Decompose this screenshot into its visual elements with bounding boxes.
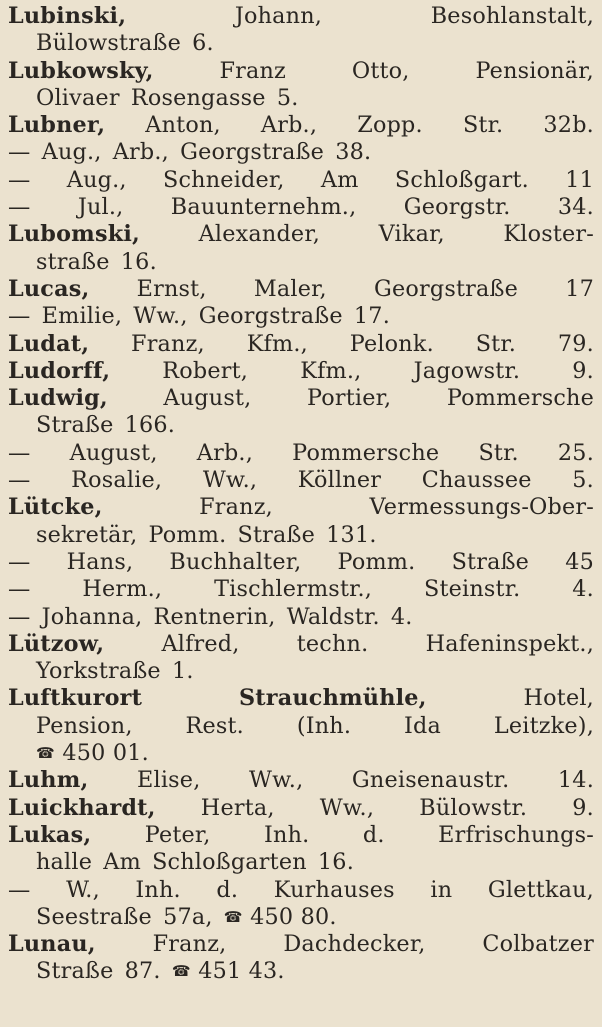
entry-word: Ww., (249, 767, 304, 794)
entry-word: Pommersche (446, 385, 594, 412)
directory-line (8, 194, 594, 221)
directory-line (8, 767, 594, 794)
entry-word: Elise, (137, 767, 201, 794)
entry-word: — (8, 876, 31, 903)
entry-word: Arb., (260, 112, 318, 139)
entry-word: Waldstr. (286, 603, 380, 630)
telephone-icon: ☎ (171, 962, 191, 981)
telephone-icon: ☎ (223, 907, 243, 926)
telephone-icon: ☎ (36, 744, 55, 763)
entry-word: — (8, 548, 31, 575)
entry-word: Köllner (297, 467, 382, 494)
directory-line (8, 85, 594, 112)
entry-name: Luftkurort (8, 685, 143, 712)
entry-word: Arb., (196, 439, 253, 466)
entry-word: Pomm. (337, 548, 416, 575)
directory-line (8, 249, 594, 276)
entry-word: Aug., (41, 139, 102, 166)
directory-line (8, 795, 594, 822)
entry-word: Pelonk. (349, 330, 434, 357)
entry-word: Str. (478, 439, 519, 466)
entry-word: August, (163, 385, 252, 412)
entry-word: 17. (353, 303, 390, 330)
entry-word: Pommersche (292, 439, 440, 466)
entry-word: 450 01. (62, 740, 149, 767)
entry-word: 87. (124, 958, 161, 985)
entry-word: Leitzke), (493, 712, 594, 739)
entry-word: Ww., (202, 467, 258, 494)
entry-word: — (8, 139, 31, 166)
entry-word: sekretär, (36, 521, 138, 548)
entry-word: in (430, 876, 453, 903)
entry-word: Herm., (82, 576, 163, 603)
entry-word: 450 80. (250, 903, 337, 930)
entry-word: Georgstr. (403, 194, 511, 221)
entry-word: Hans, (66, 548, 134, 575)
entry-word: 57a, (163, 903, 213, 930)
entry-word: Ernst, (136, 275, 207, 302)
entry-word: Georgstraße (180, 139, 325, 166)
entry-name: Lubkowsky, (8, 57, 154, 84)
entry-word: halle (36, 849, 93, 876)
entry-word: Str. (462, 112, 504, 139)
entry-word: Buchhalter, (169, 548, 302, 575)
entry-word: — (8, 576, 31, 603)
entry-word: Jagowstr. (413, 357, 521, 384)
entry-word: Aug., (66, 166, 127, 193)
directory-line (8, 931, 594, 958)
entry-word: Franz, (152, 931, 227, 958)
entry-word: Am (320, 166, 359, 193)
entry-word: Vermessungs-Ober- (369, 494, 594, 521)
entry-word: Rosalie, (71, 467, 163, 494)
entry-word: 38. (335, 139, 372, 166)
entry-word: Otto, (351, 57, 410, 84)
entry-word: Str. (475, 330, 517, 357)
directory-line (8, 412, 594, 439)
entry-word: Emilie, (41, 303, 123, 330)
entry-word: August, (69, 439, 158, 466)
entry-word: techn. (296, 630, 369, 657)
entry-word: 14. (557, 767, 594, 794)
entry-word: Glettkau, (487, 876, 594, 903)
directory-line (8, 440, 594, 467)
entry-word: Gneisenaustr. (351, 767, 510, 794)
entry-word: 4. (572, 576, 594, 603)
entry-word: Straße (36, 958, 114, 985)
directory-line (8, 331, 594, 358)
entry-name: Lucas, (8, 275, 90, 302)
entry-word: 166. (124, 412, 176, 439)
directory-line (8, 549, 594, 576)
entry-name: Lützow, (8, 630, 105, 657)
directory-line (8, 494, 594, 521)
entry-word: Franz, (131, 330, 205, 357)
directory-line (8, 604, 594, 631)
entry-name: Lütcke, (8, 494, 103, 521)
entry-word: Olivaer (36, 84, 120, 111)
entry-word: 45 (565, 548, 594, 575)
entry-word: Kfm., (246, 330, 308, 357)
entry-word: Pomm. (148, 521, 227, 548)
entry-word: Seestraße (36, 903, 152, 930)
entry-word: Schneider, (163, 166, 285, 193)
entry-word: Rest. (185, 712, 244, 739)
directory-line (8, 221, 594, 248)
entry-word: 34. (557, 194, 594, 221)
entry-word: 16. (120, 248, 157, 275)
entry-word: Tischlermstr., (214, 576, 373, 603)
entry-word: Ww., (133, 303, 188, 330)
entry-word: 9. (572, 794, 594, 821)
entry-word: Ida (404, 712, 441, 739)
entry-word: 1. (171, 658, 194, 685)
entry-word: Schloßgarten (152, 849, 307, 876)
directory-line (8, 713, 594, 740)
directory-line (8, 658, 594, 685)
entry-word: Peter, (144, 821, 211, 848)
entry-word: Bülowstraße (36, 30, 182, 57)
entry-word: — (8, 194, 31, 221)
directory-line (8, 958, 594, 985)
entry-word: 17 (565, 275, 594, 302)
entry-word: Franz (219, 57, 286, 84)
directory-line (8, 3, 594, 30)
directory-line (8, 904, 594, 931)
entry-word: 5. (572, 467, 594, 494)
entry-word: Herta, (200, 794, 275, 821)
entry-word: Pension, (36, 712, 133, 739)
entry-word: Bauunternehm., (170, 194, 357, 221)
entry-word: Vikar, (378, 221, 445, 248)
entry-word: Besohlanstalt, (430, 3, 594, 29)
entry-name: Lubinski, (8, 3, 127, 29)
entry-word: 131. (326, 521, 377, 548)
entry-word: 4. (390, 603, 413, 630)
entry-word: Kurhauses (273, 876, 395, 903)
directory-line (8, 685, 594, 712)
entry-word: Franz, (199, 494, 273, 521)
entry-word: Straße (237, 521, 316, 548)
entry-name: Lubner, (8, 112, 106, 139)
entry-word: Chaussee (421, 467, 532, 494)
directory-line (8, 358, 594, 385)
directory-line (8, 631, 594, 658)
entry-word: Ww., (319, 794, 375, 821)
entry-word: Portier, (306, 385, 392, 412)
entry-word: — (8, 603, 31, 630)
entry-word: 6. (192, 30, 214, 57)
directory-line (8, 849, 594, 876)
directory-line (8, 740, 594, 767)
entry-word: W., (66, 876, 100, 903)
entry-word: Am (103, 849, 141, 876)
directory-line (8, 112, 594, 139)
entry-word: straße (36, 248, 110, 275)
entry-word: — (8, 303, 31, 330)
entry-name: Ludwig, (8, 385, 108, 412)
entry-word: d. (362, 821, 385, 848)
entry-word: Anton, (145, 112, 221, 139)
directory-line (8, 576, 594, 603)
directory-line (8, 467, 594, 494)
entry-word: Zopp. (357, 112, 423, 139)
entry-name: Strauchmühle, (239, 685, 427, 712)
entry-word: 5. (276, 84, 299, 111)
directory-line (8, 58, 594, 85)
entry-word: Kfm., (300, 357, 362, 384)
entry-word: — (8, 166, 31, 193)
entry-word: Bülowstr. (419, 794, 528, 821)
entry-word: Johanna, (41, 603, 143, 630)
entry-word: — (8, 439, 31, 466)
directory-line (8, 276, 594, 303)
entry-word: Johann, (234, 3, 323, 29)
entry-word: Jul., (77, 194, 124, 221)
entry-word: Rosengasse (130, 84, 266, 111)
entry-word: d. (216, 876, 239, 903)
directory-line (8, 30, 594, 57)
entry-word: Georgstraße (374, 275, 519, 302)
entry-word: Straße (36, 412, 114, 439)
entry-word: Straße (451, 548, 530, 575)
entry-word: (Inh. (296, 712, 352, 739)
entry-word: Erfrischungs- (438, 821, 594, 848)
entry-word: 9. (572, 357, 594, 384)
entry-word: Inh. (264, 821, 310, 848)
entry-word: Hotel, (523, 685, 594, 712)
entry-word: Maler, (253, 275, 327, 302)
directory-line (8, 385, 594, 412)
entry-word: Alexander, (198, 221, 321, 248)
entry-name: Luhm, (8, 767, 89, 794)
entry-word: Pensionär, (475, 57, 594, 84)
entry-word: 25. (557, 439, 594, 466)
entry-name: Luickhardt, (8, 794, 156, 821)
entry-word: Yorkstraße (36, 658, 161, 685)
entry-word: 32b. (543, 112, 594, 139)
directory-line (8, 167, 594, 194)
directory-line (8, 303, 594, 330)
entry-name: Ludorff, (8, 357, 111, 384)
entry-name: Lubomski, (8, 221, 140, 248)
entry-word: Schloßgart. (394, 166, 529, 193)
directory-line (8, 877, 594, 904)
entry-word: Dachdecker, (283, 931, 426, 958)
directory-line (8, 522, 594, 549)
directory-line (8, 139, 594, 166)
entry-word: Colbatzer (482, 931, 594, 958)
entry-word: 451 43. (198, 958, 285, 985)
entry-word: Rentnerin, (153, 603, 276, 630)
directory-line (8, 822, 594, 849)
entry-word: Alfred, (161, 630, 240, 657)
entry-word: 11 (565, 166, 594, 193)
entry-word: 16. (317, 849, 354, 876)
entry-word: — (8, 467, 31, 494)
entry-name: Lukas, (8, 821, 92, 848)
entry-word: Georgstraße (198, 303, 343, 330)
entry-name: Ludat, (8, 330, 90, 357)
entry-word: Arb., (112, 139, 169, 166)
entry-name: Lunau, (8, 931, 96, 958)
entry-word: 79. (557, 330, 594, 357)
entry-word: Robert, (162, 357, 249, 384)
entry-word: Steinstr. (423, 576, 521, 603)
entry-word: Kloster- (503, 221, 594, 248)
entry-word: Inh. (135, 876, 181, 903)
entry-word: Hafeninspekt., (425, 630, 594, 657)
